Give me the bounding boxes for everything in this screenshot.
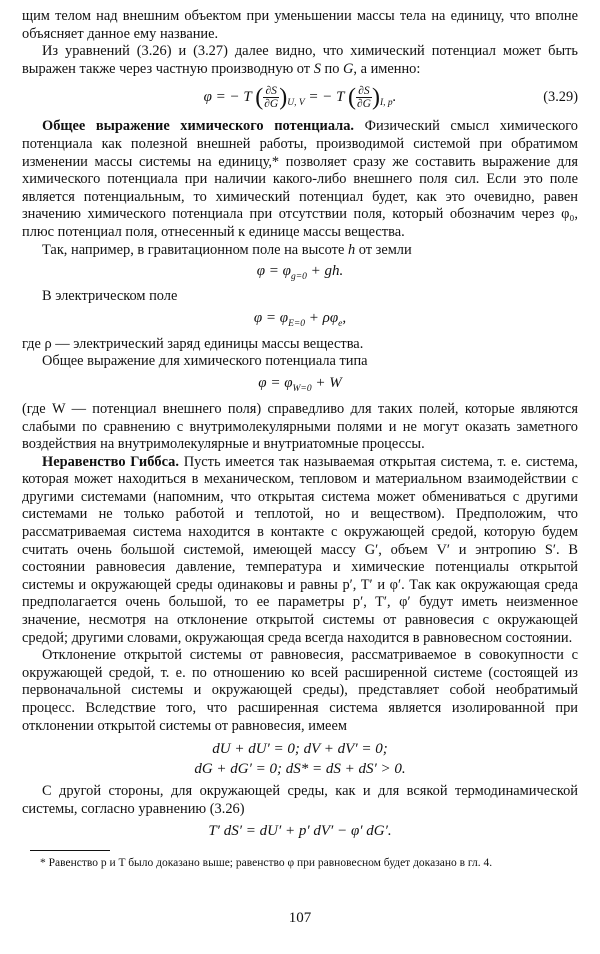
- equation-dg-ds: dG + dG′ = 0; dS* = dS + dS′ > 0.: [194, 761, 406, 778]
- equation-label: (3.29): [543, 89, 578, 106]
- paragraph-gibbs-inequality: Неравенство Гиббса. Пусть имеется так называемая открытая система, т. е. система, которая может находиться в механическом, тепловом и материальном взаимодействии с другими системами (напомним, что открытая система может обмениваться с другими системами не только работой и теплотой, но и веществом). Предположим, что рассматриваемая система находится в контакте с окружающей средой, которую будем считать очень большой системой, имеющей массу G′, объем V′ и энтропию S′. В состоянии равновесия давление, температура и химические потенциалы открытой системы и окружающей среды одинаковы и равны p′, T′ и φ′. Так как окружающая среда предполагается очень большой, то ее параметры p′, T′, φ′ будут иметь неизменное значение, несмотря на отклонение открытой системы от равновесия с окружающей средой; другими словами, окружающая среда всегда находится в равновесном состоянии.: [22, 453, 578, 646]
- paragraph-general-type: Общее выражение для химического потенциала типа: [42, 353, 368, 370]
- section-heading: Общее выражение химического потенциала.: [42, 118, 355, 135]
- paragraph-other-side: С другой стороны, для окружающей среды, как и для всякой термодинамической системы, согласно уравнению (3.26): [22, 783, 578, 817]
- equation-field: $\varphi = \varphi_{W=0} + W$: [258, 374, 342, 394]
- paragraph-weak-fields: (где W — потенциал внешнего поля) справедливо для таких полей, которые являются слабыми по сравнению с внутримолекулярными полями и не могут оказать заметного воздействия на внутримолекулярные и внутриатомные процессы.: [22, 400, 578, 453]
- paragraph-derivative-intro: Из уравнений (3.26) и (3.27) далее видно, что химический потенциал может быть выражен также через частную производную от S по G, а именно:: [22, 43, 578, 77]
- paragraph-continuation: щим телом над внешним объектом при уменьшении массы тела на единицу, что вполне объясняет данное ему название.: [22, 8, 578, 42]
- footnote: * Равенство p и T было доказано выше; равенство φ при равновесном будет доказано в гл. 4.: [40, 857, 493, 870]
- paragraph-deviation: Отклонение открытой системы от равновесия, рассматриваемое в совокупности с окружающей средой, т. е. по отношению ко всей расширенной системе (состоящей из первоначальной системы и окружающей среды), представляет собой необратимый процесс. Вследствие того, что расширенная система является изолированной при отклонении открытой системы от равновесия, имеем: [22, 647, 578, 734]
- equation-electric: $\varphi = \varphi_{E=0} + \rho\varphi_e$,: [253, 309, 347, 329]
- equation-du-dv: dU + dU′ = 0; dV + dV′ = 0;: [212, 741, 388, 758]
- paragraph-charge: где ρ — электрический заряд единицы массы вещества.: [22, 335, 364, 352]
- paragraph-general-expression: Общее выражение химического потенциала. Физический смысл химического потенциала как полезной внешней работы, производимой системой при обратимом изменении массы системы на единицу,* позволяет сразу же составить выражение для химического потенциала при наличии какого-либо внешнего поля сил. Если это поле является потенциальным, то химический потенциал будет, как это очевидно, равен значению химического потенциала при отсутствии поля, который обозначим через φ₀, плюс потенциал поля, отнесенный к единице массы вещества.: [22, 118, 578, 240]
- page-number: 107: [288, 910, 312, 926]
- equation-gravity: $\varphi = \varphi_{g=0}$ + gh.: [256, 263, 344, 283]
- paragraph-electric: В электрическом поле: [42, 288, 178, 305]
- section-heading: Неравенство Гиббса.: [42, 453, 179, 470]
- equation-t-ds: T′ dS′ = dU′ + p′ dV′ − φ′ dG′.: [208, 823, 392, 840]
- footnote-rule: [30, 850, 110, 851]
- equation-3-29: φ = − T ( $\frac{\partial S}{\partial G}$ )$_{U, V}$ = − T ( $\frac{\partial S}{\partial G}$ )$_{I, p}$. (3.29): [22, 82, 578, 112]
- paragraph-gravity: Так, например, в гравитационном поле на высоте h от земли: [42, 241, 412, 258]
